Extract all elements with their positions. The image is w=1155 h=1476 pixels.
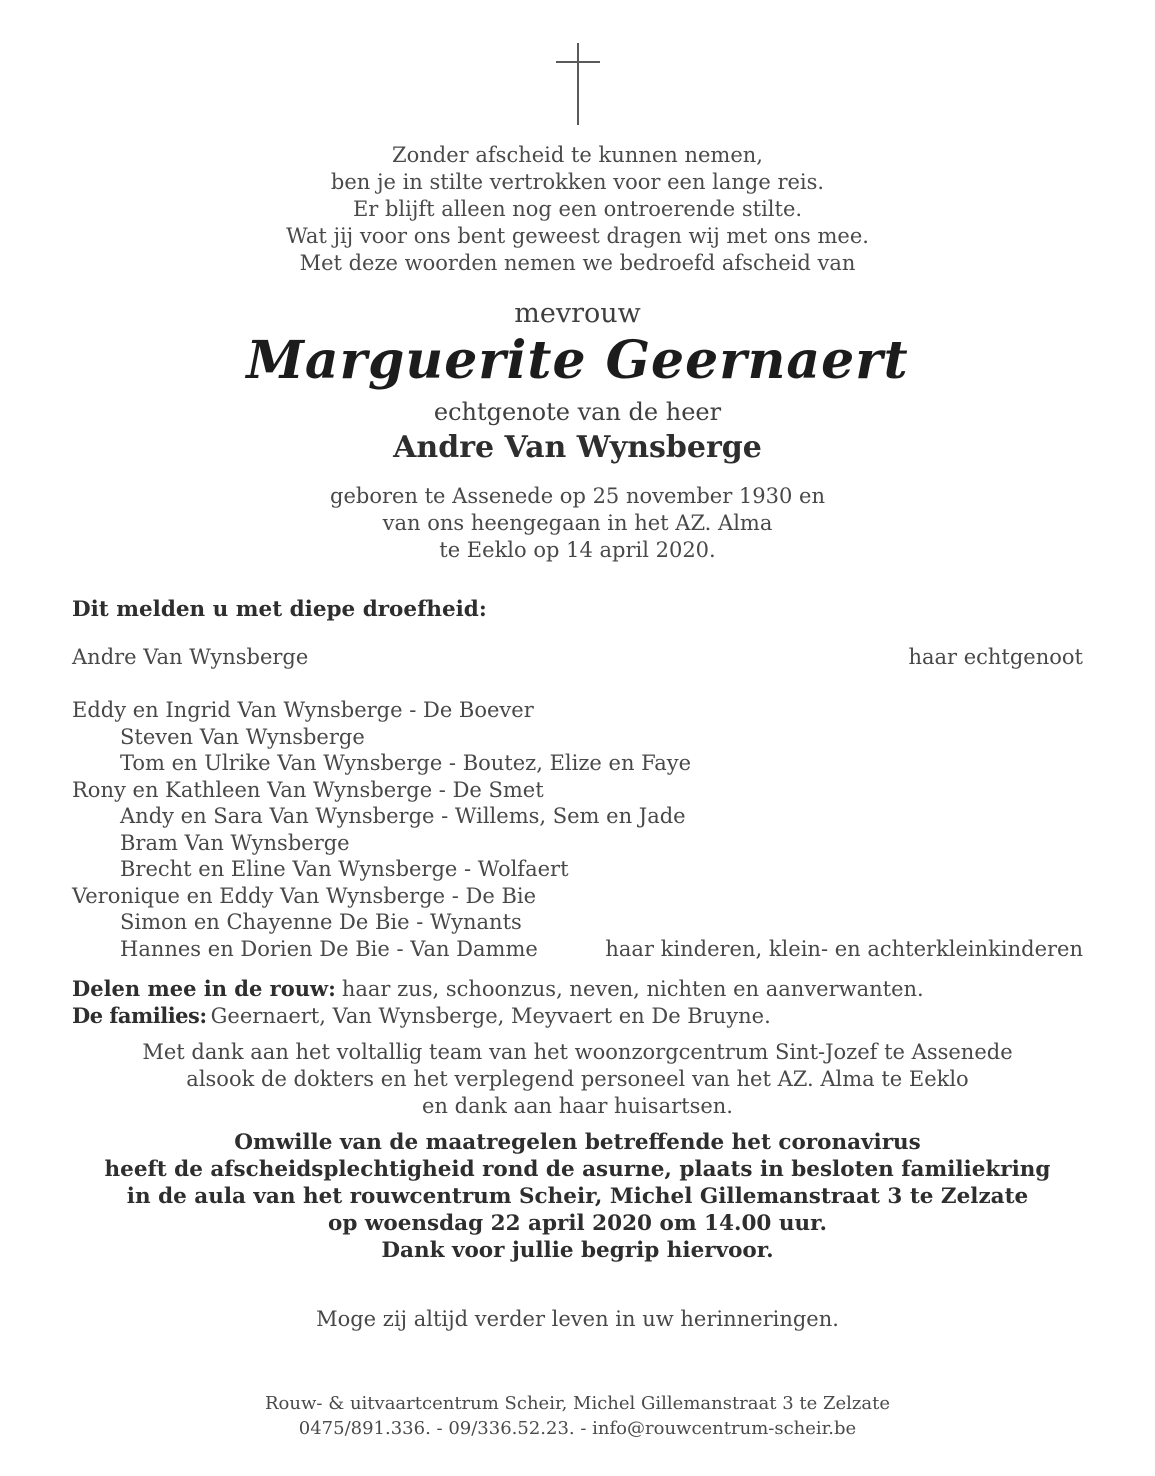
spouse-name: Andre Van Wynsberge <box>393 430 762 465</box>
family-line: Eddy en Ingrid Van Wynsberge - De Boever <box>72 698 534 722</box>
ceremony-line: in de aula van het rouwcentrum Scheir, Michel Gillemanstraat 3 te Zelzate <box>126 1184 1029 1209</box>
families-label: De families: <box>72 1002 207 1028</box>
life-dates <box>72 483 1083 564</box>
family-line: Rony en Kathleen Van Wynsberge - De Smet <box>72 777 544 802</box>
honorific: mevrouw <box>514 298 641 329</box>
families-line <box>72 1003 1083 1030</box>
poem-line: Wat jij voor ons bent geweest dragen wij met ons mee. <box>286 224 869 248</box>
announcement-heading: Dit melden u met diepe droefheid: <box>72 597 487 622</box>
ceremony-line: heeft de afscheidsplechtigheid rond de asurne, plaats in besloten familiekring <box>104 1157 1051 1182</box>
life-dates-line: geboren te Assenede op 25 november 1930 en <box>330 484 825 508</box>
spouse-intro: echtgenote van de heer <box>433 398 722 426</box>
footer-line: 0475/891.336. - 09/336.52.23. - info@rouwcentrum-scheir.be <box>298 1418 857 1439</box>
mourning-section <box>72 976 1083 1029</box>
ceremony-line: op woensdag 22 april 2020 om 14.00 uur. <box>328 1211 827 1236</box>
cross-container <box>72 0 1083 126</box>
family-line: Bram Van Wynsberge <box>120 830 350 855</box>
poem-line: Zonder afscheid te kunnen nemen, <box>392 143 763 167</box>
poem-line: ben je in stilte vertrokken voor een lange reis. <box>330 170 825 194</box>
families-text: Geernaert, Van Wynsberge, Meyvaert en De Bruyne. <box>210 1003 771 1028</box>
life-dates-line: te Eeklo op 14 april 2020. <box>439 538 716 562</box>
deceased-name: Marguerite Geernaert <box>246 330 909 391</box>
thanks-paragraph <box>72 1039 1083 1120</box>
poem-line: Er blijft alleen nog een ontroerende stilte. <box>352 197 803 221</box>
mourning-label: Delen mee in de rouw: <box>72 976 336 1001</box>
mourning-line <box>72 976 1083 1003</box>
family-line-row <box>72 936 1083 963</box>
life-dates-line: van ons heengegaan in het AZ. Alma <box>382 511 773 535</box>
family-line: Andy en Sara Van Wynsberge - Willems, Sem en Jade <box>120 804 686 828</box>
family-line: Tom en Ulrike Van Wynsberge - Boutez, Elize en Faye <box>120 751 692 775</box>
ceremony-line: Omwille van de maatregelen betreffende het coronavirus <box>234 1130 921 1155</box>
spouse-relation: haar echtgenoot <box>908 645 1083 669</box>
ceremony-notice <box>72 1129 1083 1264</box>
spouse-announcer-name: Andre Van Wynsberge <box>72 645 309 669</box>
thanks-line: alsook de dokters en het verplegend personeel van het AZ. Alma te Eeklo <box>186 1067 969 1091</box>
family-line: Steven Van Wynsberge <box>120 724 365 749</box>
closing-line: Moge zij altijd verder leven in uw herinneringen. <box>316 1307 839 1331</box>
mourning-text: haar zus, schoonzus, neven, nichten en aanverwanten. <box>341 977 924 1001</box>
family-line: Simon en Chayenne De Bie - Wynants <box>120 910 522 934</box>
ceremony-line: Dank voor jullie begrip hiervoor. <box>381 1238 774 1263</box>
spouse-announcement-row <box>72 644 1083 671</box>
family-relation: haar kinderen, klein- en achterkleinkinderen <box>605 936 1083 961</box>
cross-icon <box>555 42 601 126</box>
family-line: Veronique en Eddy Van Wynsberge - De Bie <box>72 883 537 908</box>
family-list <box>72 697 1083 962</box>
footer-line: Rouw- & uitvaartcentrum Scheir, Michel Gillemanstraat 3 te Zelzate <box>265 1393 890 1414</box>
poem-line: Met deze woorden nemen we bedroefd afscheid van <box>299 251 856 275</box>
thanks-line: en dank aan haar huisartsen. <box>422 1094 733 1118</box>
footer <box>72 1391 1083 1441</box>
opening-poem <box>72 142 1083 277</box>
family-line: Hannes en Dorien De Bie - Van Damme <box>120 936 538 961</box>
thanks-line: Met dank aan het voltallig team van het woonzorgcentrum Sint-Jozef te Assenede <box>142 1040 1013 1064</box>
family-line: Brecht en Eline Van Wynsberge - Wolfaert <box>120 857 569 881</box>
